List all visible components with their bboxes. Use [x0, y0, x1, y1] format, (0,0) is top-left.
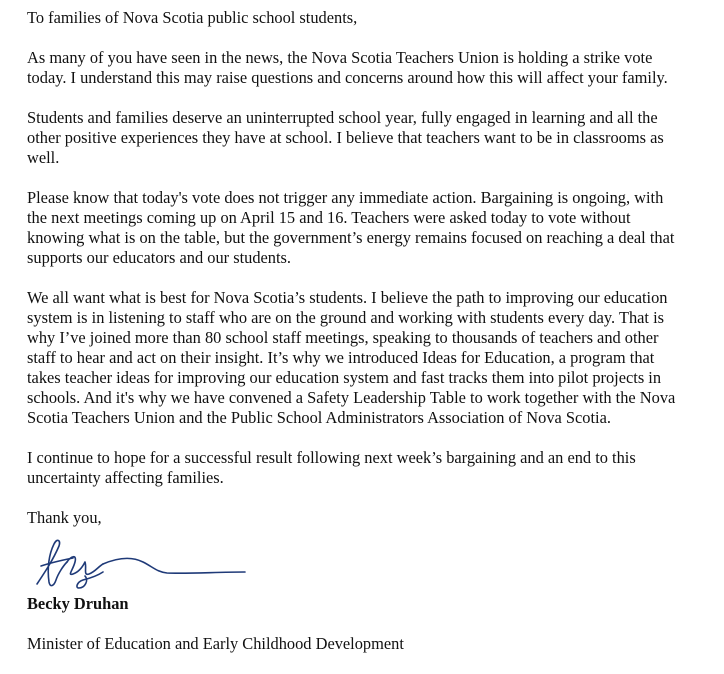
- signature-image: [27, 532, 267, 594]
- paragraph-3: Please know that today's vote does not trigger any immediate action. Bargaining is ongoing, with the next meetings coming up on April 15 and 16. Teachers were asked today to vote without knowing what is on the table, but the government’s energy remains focused on reaching a deal that supports our educators and our students.: [27, 188, 675, 267]
- closing: Thank you,: [27, 508, 102, 527]
- signer-title: Minister of Education and Early Childhood Development: [27, 634, 404, 653]
- salutation: To families of Nova Scotia public school students,: [27, 8, 358, 27]
- signer-name: Becky Druhan: [27, 594, 129, 613]
- paragraph-5: I continue to hope for a successful result following next week’s bargaining and an end to this uncertainty affecting families.: [27, 448, 636, 487]
- paragraph-4: We all want what is best for Nova Scotia’s students. I believe the path to improving our education system is in listening to staff who are on the ground and working with students every day. That is why I’ve joined more than 80 school staff meetings, speaking to thousands of teachers and other staff to hear and act on their insight. It’s why we introduced Ideas for Education, a program that takes teacher ideas for improving our education system and fast tracks them into pilot projects in schools. And it's why we have convened a Safety Leadership Table to work together with the Nova Scotia Teachers Union and the Public School Administrators Association of Nova Scotia.: [27, 288, 676, 427]
- paragraph-1: As many of you have seen in the news, the Nova Scotia Teachers Union is holding a strike vote today. I understand this may raise questions and concerns around how this will affect your family.: [27, 48, 668, 87]
- paragraph-2: Students and families deserve an uninterrupted school year, fully engaged in learning and all the other positive experiences they have at school. I believe that teachers want to be in classrooms as well.: [27, 108, 664, 167]
- letter: [27, 8, 717, 674]
